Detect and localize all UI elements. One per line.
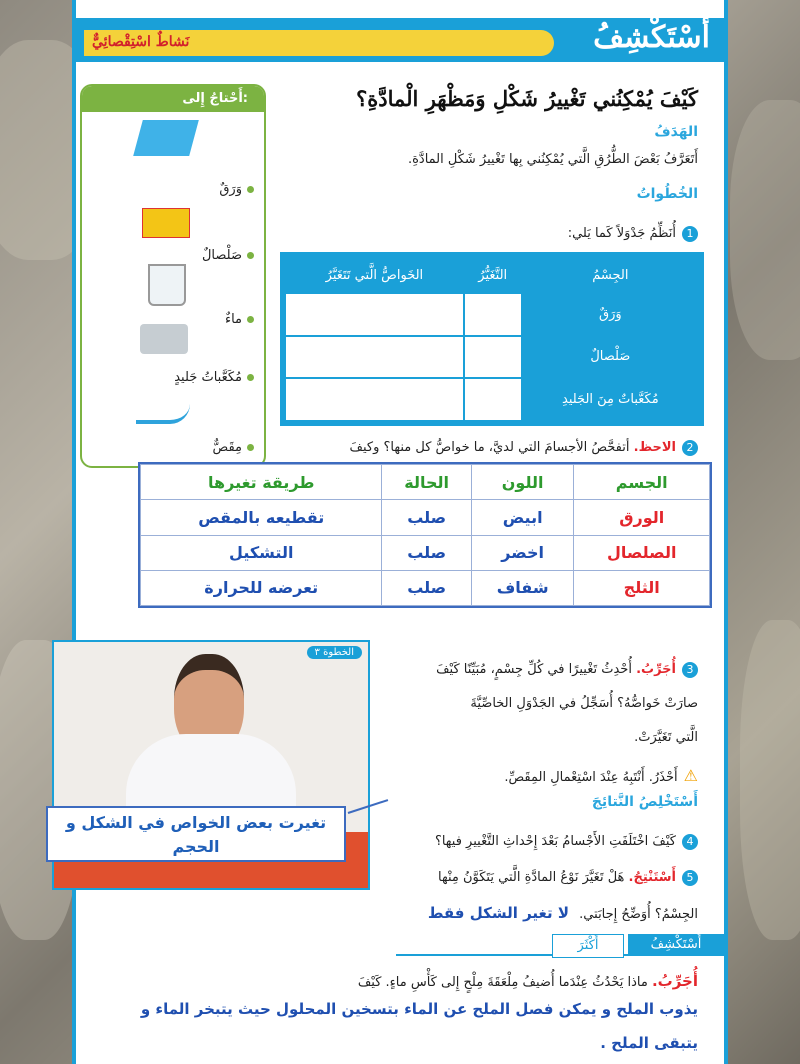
explore-more-strip bbox=[396, 934, 724, 958]
answer-table-cell: تعرضه للحرارة bbox=[141, 570, 382, 605]
answer-table-cell: ابيض bbox=[471, 500, 574, 535]
blank-table-cell bbox=[464, 336, 522, 379]
main-question: كَيْفَ يُمْكِنُني تَغْييرُ شَكْلِ وَمَظْهَرِ الْمادَّةِ؟ bbox=[356, 86, 698, 111]
scissors-image bbox=[136, 404, 190, 424]
step-number: 4 bbox=[682, 834, 698, 850]
explore-more-question bbox=[358, 972, 698, 990]
page-title: أَسْتَكْشِفُ bbox=[593, 20, 710, 55]
material-label: صَلْصالٌ bbox=[201, 248, 242, 263]
bullet-icon bbox=[247, 252, 254, 259]
step-2-text: أتفحَّصُ الأجسامَ التي لديَّ، ما خواصُّ كل منها؟ وكيفَ bbox=[349, 440, 630, 455]
step-3-line2: صارَتْ خَواصُّهُ؟ أُسَجِّلُ في الجَدْوَلِ الخاصِّيَّةَ bbox=[470, 696, 698, 711]
paper-image bbox=[133, 120, 199, 156]
blank-table-header: التَّغَيُّرُ bbox=[464, 257, 522, 293]
material-item bbox=[213, 440, 254, 455]
step-5-answer: لا تغير الشكل فقط bbox=[427, 904, 570, 922]
material-item bbox=[219, 182, 254, 197]
materials-box bbox=[80, 84, 266, 468]
step-4-text: كَيْفَ اخْتَلَفَتِ الأَجْسامُ بَعْدَ إِحْداثِ التَّغْييرِ فيها؟ bbox=[434, 834, 676, 849]
step-5 bbox=[438, 870, 698, 886]
material-label: ماءٌ bbox=[224, 312, 242, 327]
material-item bbox=[174, 370, 254, 385]
step-5-line2 bbox=[428, 904, 698, 922]
step-1-text: أُنَظِّمُ جَدْوَلاً كَما يَلي: bbox=[567, 226, 676, 241]
step-number: 2 bbox=[682, 440, 698, 456]
goal-heading: الهَدَفُ bbox=[654, 124, 698, 140]
bullet-icon bbox=[247, 374, 254, 381]
explore-more-keyword: أُجَرِّبُ. bbox=[651, 972, 698, 990]
blank-table-row-label: مُكَعَّباتٌ مِنَ الجَليدِ bbox=[522, 378, 699, 421]
step-number: 1 bbox=[682, 226, 698, 242]
background-texture bbox=[730, 100, 800, 360]
answer-table-cell: صلب bbox=[382, 570, 471, 605]
bullet-icon bbox=[247, 186, 254, 193]
answer-table-header: اللون bbox=[471, 465, 574, 500]
blank-table-cell bbox=[285, 293, 464, 336]
answer-table-cell: اخضر bbox=[471, 535, 574, 570]
photo-caption: تغيرت بعض الخواص في الشكل و الحجم bbox=[46, 806, 346, 862]
step-badge: الخطوة ٣ bbox=[307, 646, 362, 659]
step-5-line2-text: الجِسْمُ؟ أُوَضِّحُ إِجابَتي. bbox=[579, 907, 698, 922]
blank-table-row-label: صَلْصالٌ bbox=[522, 336, 699, 379]
material-label: وَرَقٌ bbox=[219, 182, 242, 197]
blank-table-cell bbox=[285, 336, 464, 379]
ice-cubes-image bbox=[140, 324, 188, 354]
bullet-icon bbox=[247, 444, 254, 451]
goal-text: أَتَعَرَّفُ بَعْضَ الطُّرُقِ الَّتي يُمْكِنُني بِها تَغْييرُ شَكْلِ المادَّةِ. bbox=[407, 152, 698, 167]
answer-table-cell: الصلصال bbox=[574, 535, 710, 570]
step-3-line3: الَّتي تَغَيَّرَتْ. bbox=[634, 730, 698, 745]
step-5-keyword: أَسْتَنْتِجُ. bbox=[628, 870, 676, 885]
tab-more: أَكْثَرَ bbox=[552, 934, 624, 958]
explore-more-text: ماذا يَحْدُثُ عِنْدَما أُضيفُ مِلْعَقَةَ مِلْحٍ إِلى كَأْسِ ماءٍ. كَيْفَ bbox=[357, 975, 648, 990]
material-label: مُكَعَّباتُ جَليدٍ bbox=[174, 370, 242, 385]
explore-more-answer-2: يتبقى الملح . bbox=[600, 1034, 698, 1052]
background-texture bbox=[740, 620, 800, 940]
warning-text: أَحْذَرُ. أَنْتَبِهُ عِنْدَ اسْتِعْمالِ المِقَصِّ. bbox=[504, 770, 678, 785]
material-item bbox=[202, 248, 254, 263]
step-3-keyword: أُجَرِّبُ. bbox=[636, 662, 676, 677]
warning bbox=[504, 766, 698, 785]
step-2-keyword: الاحظ. bbox=[633, 440, 676, 455]
bullet-icon bbox=[247, 316, 254, 323]
blank-table-header: الجِسْمُ bbox=[522, 257, 699, 293]
blank-table-cell bbox=[285, 378, 464, 421]
conclusions-heading: أَسْتَخْلِصُ النَّتائِجَ bbox=[591, 794, 698, 810]
clay-image bbox=[142, 208, 190, 238]
material-label: مِقَصٌّ bbox=[212, 440, 242, 455]
step-2 bbox=[350, 440, 698, 456]
material-item bbox=[225, 312, 254, 327]
step-4 bbox=[435, 834, 698, 850]
answer-table-header: الحالة bbox=[382, 465, 471, 500]
explore-more-answer-1: يذوب الملح و يمكن فصل الملح عن الماء بتسخين المحلول حيث يتبخر الماء و bbox=[140, 1000, 698, 1018]
blank-table-cell bbox=[464, 293, 522, 336]
answer-table bbox=[138, 462, 712, 608]
answer-table-cell: صلب bbox=[382, 500, 471, 535]
step-3 bbox=[436, 662, 698, 678]
blank-table-cell bbox=[464, 378, 522, 421]
tab-explore: أَسْتَكْشِفُ bbox=[628, 934, 724, 956]
materials-heading: أَحْتاجُ إِلى: bbox=[82, 86, 264, 112]
step-1 bbox=[568, 226, 698, 242]
answer-table-cell: الثلج bbox=[574, 570, 710, 605]
step-number: 3 bbox=[682, 662, 698, 678]
answer-table-cell: تقطيعه بالمقص bbox=[141, 500, 382, 535]
activity-label: نَشاطٌ اسْتِقْصائِيٌّ bbox=[92, 34, 190, 50]
answer-table-cell: صلب bbox=[382, 535, 471, 570]
blank-table bbox=[280, 252, 704, 426]
steps-heading: الخُطُواتُ bbox=[636, 186, 698, 202]
blank-table-row-label: وَرَقٌ bbox=[522, 293, 699, 336]
step-number: 5 bbox=[682, 870, 698, 886]
blank-table-header: الخَواصُّ الَّتي تَتَغَيَّرُ bbox=[285, 257, 464, 293]
answer-table-cell: شفاف bbox=[471, 570, 574, 605]
answer-table-cell: التشكيل bbox=[141, 535, 382, 570]
warning-icon: ⚠ bbox=[683, 766, 698, 785]
answer-table-header: طريقة تغيرها bbox=[141, 465, 382, 500]
step-3-line1: أُحْدِثُ تَغْييرًا في كُلِّ جِسْمٍ، مُبَيِّنًا كَيْفَ bbox=[436, 662, 632, 677]
measuring-cup-image bbox=[148, 264, 186, 306]
answer-table-header: الجسم bbox=[574, 465, 710, 500]
step-5-line1: هَلْ تَغَيَّرَ نَوْعُ المادَّةِ الَّتي يَتَكَوَّنُ مِنْها bbox=[438, 870, 625, 885]
answer-table-cell: الورق bbox=[574, 500, 710, 535]
